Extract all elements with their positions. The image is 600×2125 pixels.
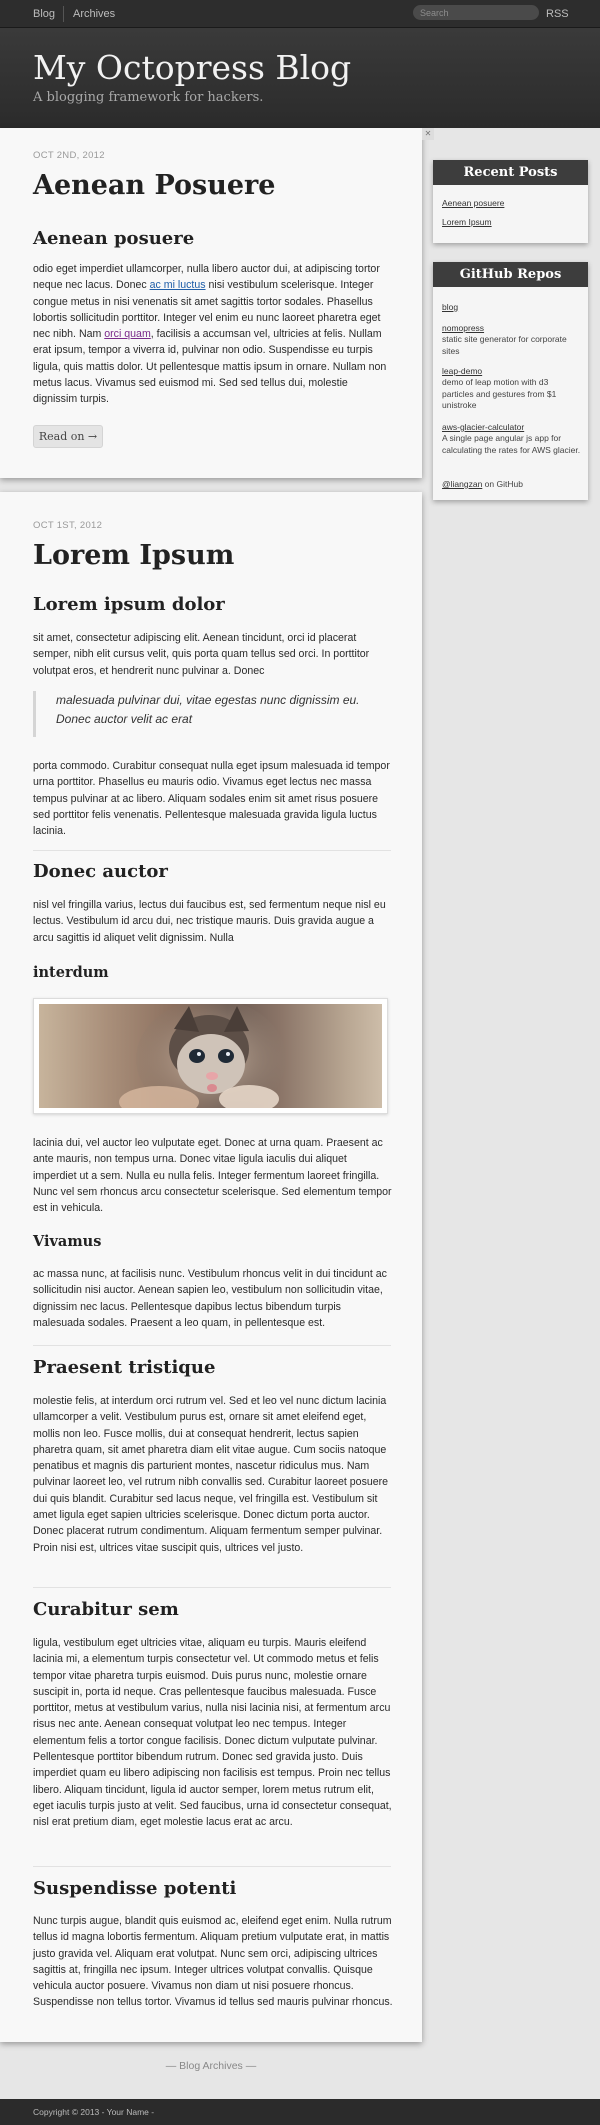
post-aenean-posuere [0,128,422,478]
collapse-icon: ✕ [422,128,434,140]
post-subheading: Aenean posuere [33,228,195,249]
github-profile-line: @liangzan on GitHub [442,479,523,489]
paragraph: ac massa nunc, at facilisis nunc. Vestibulum rhoncus velit in dui tincidunt ac sollicitudin nisi auctor. Aenean sapien leo, vestibulum non sollicitudin vitae, dignissim nec lacus. Pellentesque dapibus lectus bibendum turpis malesuada sodales. Praesent a leo quam, in pellentesque est. [33,1268,387,1329]
heading-vivamus: Vivamus [33,1233,102,1250]
divider [33,1587,391,1588]
quote-text: malesuada pulvinar dui, vitae egestas nunc dignissim eu. Donec auctor velit ac erat [56,693,360,726]
nav-separator [63,6,64,22]
repo-link-blog[interactable]: blog [442,302,459,312]
heading-interdum: interdum [33,964,109,981]
heading-curabitur-sem: Curabitur sem [33,1599,179,1620]
search-input[interactable] [413,5,539,20]
recent-post-link[interactable]: Lorem Ipsum [442,217,492,227]
paragraph: lacinia dui, vel auctor leo vulputate eget. Donec at urna quam. Praesent ac ante mauris, non tempus urna. Donec vitae ligula iaculis dui aliquet imperdiet ut a sem. Nulla eu nulla felis. Integer fermentum laoreet fringilla. Nunc vel sem rhoncus arcu consectetur scelerisque. Sed elementum tempor est in vehicula. [33,1137,392,1215]
rss-link[interactable]: RSS [546,8,569,20]
recent-posts-widget [433,160,588,243]
heading-praesent-tristique: Praesent tristique [33,1357,216,1378]
paragraph: sit amet, consectetur adipiscing elit. Aenean tincidunt, orci id placerat semper, nibh elit cursus velit, quis porta quam tellus sed orci. In porttitor volutpat eros, et hendrerit nunc pulvinar a. Donec [33,632,370,677]
site-title[interactable]: My Octopress Blog [33,48,352,87]
divider [33,850,391,851]
nav-link-blog[interactable]: Blog [33,8,56,20]
recent-post-link[interactable]: Aenean posuere [442,198,505,208]
repo-description: A single page angular js app for calculating the rates for AWS glacier. [442,433,581,455]
paragraph: Nunc turpis augue, blandit quis euismod ac, eleifend eget enim. Nulla rutrum tellus id magna lobortis fermentum. Aliquam pretium vulputate erat, in mattis justo gravida vel. Aliquam erat volutpat. Nunc sem orci, adipiscing ultrices sagittis at, fringilla nec ipsum. Integer ultrices volutpat convallis. Quisque vehicula auctor posuere. Vivamus non diam ut nisi posuere rhoncus. Suspendisse non tellus tortor. Vivamus id tellus sed mauris pulvinar rhoncus. [33,1915,393,2009]
kitten-image-frame [33,998,388,1114]
post-date: OCT 2ND, 2012 [33,150,105,161]
divider [33,1345,391,1346]
paragraph: porta commodo. Curabitur consequat nulla eget ipsum malesuada id tempor urna porttitor. Phasellus eu mauris odio. Vivamus eget lectus nec massa tempus pulvinar at ac libero. Aliquam sodales enim sit amet risus posuere sed porttitor felis venenatis. Pellentesque malesuada gravida ligula luctus lacinia. [33,760,390,838]
read-on-button[interactable]: Read on → [33,425,103,448]
divider [33,1866,391,1867]
github-user-link[interactable]: @liangzan [442,479,483,489]
paragraph: ligula, vestibulum eget ultricies vitae, aliquam eu turpis. Mauris eleifend lacinia mi, a elementum turpis consectetur vel. Ut commodo metus et felis tempor vitae pharetra turpis euismod. Duis purus nunc, molestie ornare suscipit in, porta id neque. Cras pellentesque faucibus malesuada. Fusce porttitor, metus at vestibulum varius, nulla nisi lacinia nisi, at fermentum arcu risus nec ante. Aenean consequat volutpat leo nec tempus. Integer elementum felis a tortor congue facilisis. Donec dictum vulputate pulvinar. Pellentesque porttitor bibendum rutrum. Donec sed gravida justo. Duis imperdiet quam eu libero adipiscing non facilisis est tempus. Proin nec tellus libero. Aliquam tincidunt, ligula id auctor semper, lorem metus rutrum elit, eget iaculis turpis justo at velit. Sed faucibus, urna id consectetur consequat, nisl erat pretium diam, eget molestie lacus erat ac arcu. [33,1637,392,1829]
github-repos-widget [433,262,588,500]
inline-link-ac-mi-luctus[interactable]: ac mi luctus [149,279,206,292]
paragraph: molestie felis, at interdum orci rutrum vel. Sed et leo vel nunc dictum lacinia ullamcorper a velit. Vestibulum purus est, ornare sit amet eleifend eget, mollis non leo. Fusce mollis, dui at consequat hendrerit, lectus sapien pharetra quam, sit amet pharetra diam elit vitae augue. Cum sociis natoque penatibus et magnis dis parturient montes, nascetur ridiculus mus. Nam pulvinar laoreet leo, vel rutrum nibh convallis sed. Curabitur laoreet posuere dui quis blandit. Curabitur sed lacus neque, vel fringilla est. Vestibulum sit amet ligula eget sapien ultricies scelerisque. Donec dictum porta auctor. Donec placerat rutrum condimentum. Aliquam fermentum semper pulvinar. Proin nisi est, ultrices vitae suscipit quis, ultrices vel justo. [33,1395,389,1554]
inline-link-orci-quam[interactable]: orci quam [104,328,151,341]
repo-link-aws-glacier-calculator[interactable]: aws-glacier-calculator [442,422,525,432]
heading-suspendisse-potenti: Suspendisse potenti [33,1878,237,1899]
blockquote [33,691,393,737]
kitten-photo [39,1004,382,1108]
top-navigation [0,0,600,28]
post-title[interactable]: Lorem Ipsum [33,540,235,571]
heading-lorem-ipsum-dolor: Lorem ipsum dolor [33,594,225,615]
post-excerpt: odio eget imperdiet ullamcorper, nulla libero auctor dui, at adipiscing tortor neque nec lacus. Donec ac mi luctus nisi vestibulum scelerisque. Integer congue metus in nisi venenatis sit amet sagittis tortor sodales. Phasellus lobortis sollicitudin porttitor. Integer vel enim eu nunc laoreet pharetra eget nec nibh. Nam orci quam, facilisis a accumsan vel, ultricies at felis. Nullam erat ipsum, tempor a viverra id, pulvinar non odio. Suspendisse eu turpis ligula, quis mattis dolor. Ut pellentesque mattis ipsum in ornare. Nullam non metus lacus. Vivamus sed euismod mi. Sed sed tellus dui, molestie dignissim turpis. [33,263,387,406]
site-footer [0,2099,600,2125]
recent-posts-title: Recent Posts [433,160,588,185]
heading-donec-auctor: Donec auctor [33,861,168,882]
site-subtitle: A blogging framework for hackers. [33,90,264,105]
post-date: OCT 1ST, 2012 [33,520,103,531]
post-title[interactable]: Aenean Posuere [33,170,276,201]
repo-link-leap-demo[interactable]: leap-demo [442,366,483,376]
repo-description: demo of leap motion with d3 particles and gestures from $1 unistroke [442,377,557,410]
repo-link-nomopress[interactable]: nomopress [442,323,485,333]
site-header [0,28,600,128]
paragraph: nisl vel fringilla varius, lectus dui faucibus est, sed fermentum neque nisl eu lectus. Vestibulum id arcu dui, nec tristique mauris. Duis gravida augue a arcu sagittis id aliquet velit dignissim. Nulla [33,899,386,944]
blog-archives-link[interactable]: — Blog Archives — [165,2060,257,2072]
nav-link-archives[interactable]: Archives [73,8,116,20]
copyright-text: Copyright © 2013 - Your Name - [33,2107,155,2117]
github-repos-title: GitHub Repos [433,262,588,287]
repo-description: static site generator for corporate sites [442,334,567,356]
